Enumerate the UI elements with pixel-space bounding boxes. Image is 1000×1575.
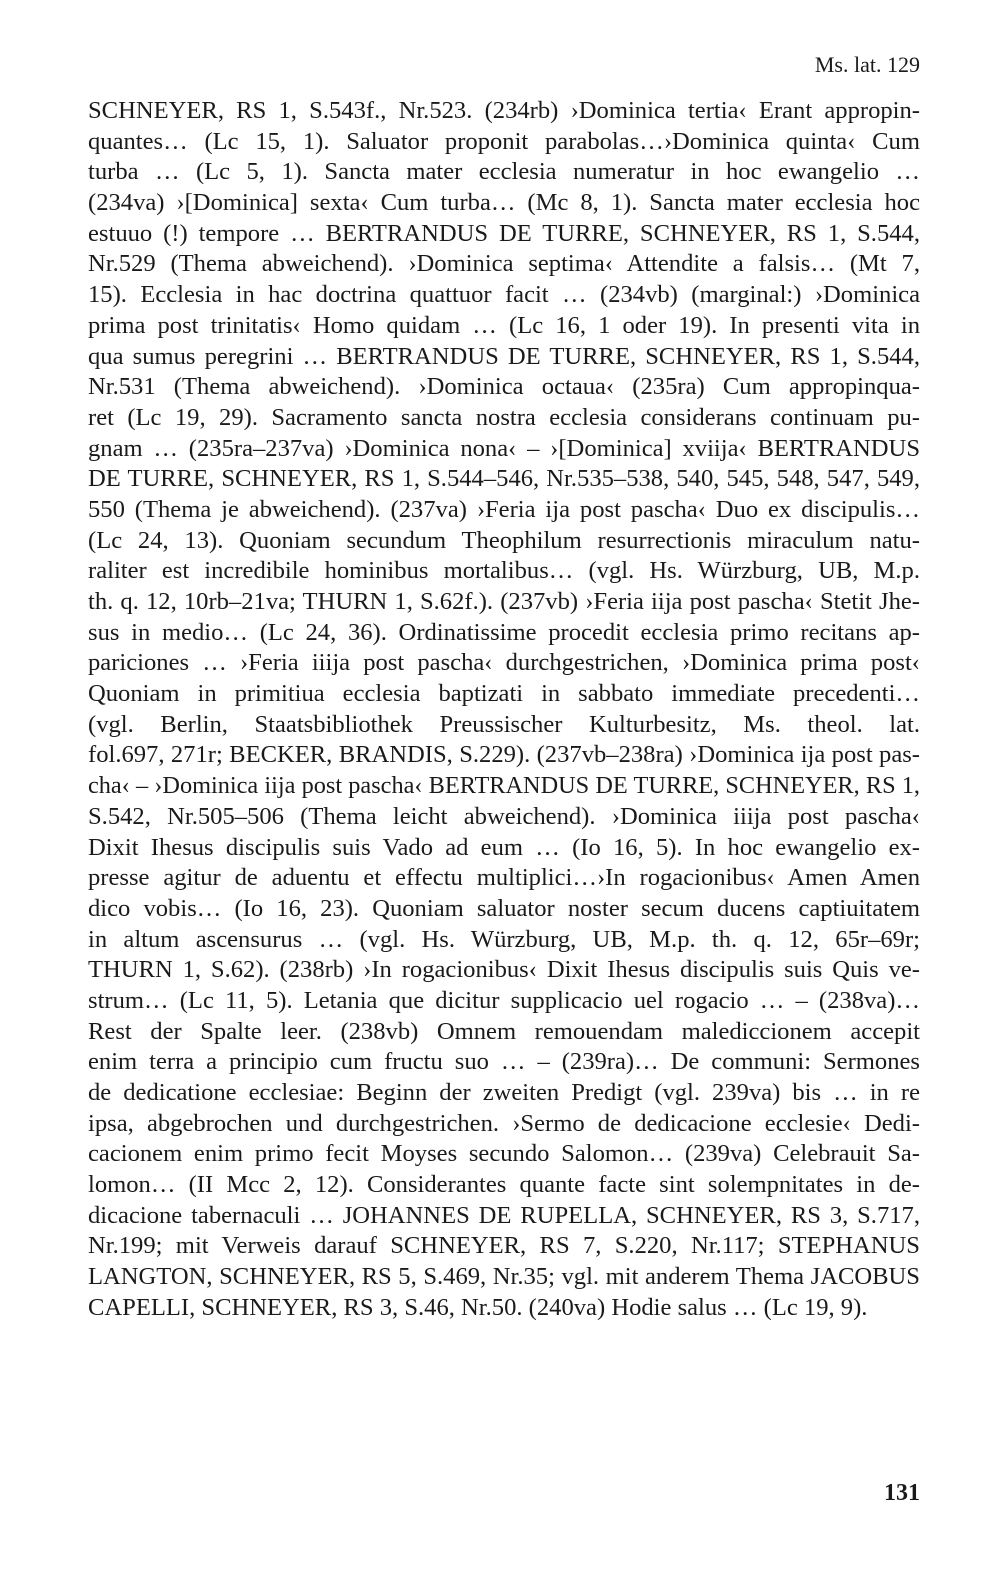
text-line: in altum ascensurus … (vgl. Hs. Würzburg, UB, M.p. th. q. 12, 65r–69r; <box>88 925 920 953</box>
text-line: enim terra a principio cum fructu suo … – (239ra)… De communi: Sermones <box>88 1048 920 1076</box>
text-line: (vgl. Berlin, Staatsbibliothek Preussischer Kulturbesitz, Ms. theol. lat. <box>88 710 920 738</box>
body-text <box>88 96 920 1324</box>
text-line: turba … (Lc 5, 1). Sancta mater ecclesia numeratur in hoc ewangelio … <box>88 158 920 186</box>
text-line: cacionem enim primo fecit Moyses secundo Salomon… (239va) Celebrauit Sa- <box>88 1140 920 1168</box>
text-line: de dedicatione ecclesiae: Beginn der zweiten Predigt (vgl. 239va) bis … in re <box>88 1079 920 1106</box>
text-line: (234va) ›[Dominica] sexta‹ Cum turba… (Mc 8, 1). Sancta mater ecclesia hoc <box>88 189 920 217</box>
text-line: gnam … (235ra–237va) ›Dominica nona‹ – ›[Dominica] xviija‹ BERTRANDUS <box>88 434 920 462</box>
text-line: presse agitur de aduentu et effectu multiplici…›In rogacionibus‹ Amen Amen <box>88 864 920 892</box>
text-line: dico vobis… (Io 16, 23). Quoniam saluator noster secum ducens captiuitatem <box>88 894 920 922</box>
text-line: cha‹ – ›Dominica iija post pascha‹ BERTRANDUS DE TURRE, SCHNEYER, RS 1, <box>88 772 920 800</box>
text-line: Quoniam in primitiua ecclesia baptizati in sabbato immediate precedenti… <box>88 680 920 708</box>
text-line: Nr.531 (Thema abweichend). ›Dominica octaua‹ (235ra) Cum appropinqua- <box>88 373 920 401</box>
text-line: S.542, Nr.505–506 (Thema leicht abweichend). ›Dominica iiija post pascha‹ <box>88 802 920 830</box>
running-head: Ms. lat. 129 <box>814 52 920 77</box>
text-line: 15). Ecclesia in hac doctrina quattuor facit … (234vb) (marginal:) ›Dominica <box>88 281 920 309</box>
text-line: sus in medio… (Lc 24, 36). Ordinatissime procedit ecclesia primo recitans ap- <box>88 618 920 646</box>
text-line: Nr.529 (Thema abweichend). ›Dominica septima‹ Attendite a falsis… (Mt 7, <box>88 250 920 278</box>
text-line: ret (Lc 19, 29). Sacramento sancta nostra ecclesia considerans continuam pu- <box>88 403 920 431</box>
text-line: pariciones … ›Feria iiija post pascha‹ durchgestrichen, ›Dominica prima post‹ <box>88 649 920 677</box>
text-line: fol.697, 271r; BECKER, BRANDIS, S.229). (237vb–238ra) ›Dominica ija post pas- <box>88 741 920 769</box>
text-line: SCHNEYER, RS 1, S.543f., Nr.523. (234rb) ›Dominica tertia‹ Erant appropin- <box>88 97 920 124</box>
text-line: (Lc 24, 13). Quoniam secundum Theophilum resurrectionis miraculum natu- <box>88 526 920 554</box>
text-line: Dixit Ihesus discipulis suis Vado ad eum … (Io 16, 5). In hoc ewangelio ex- <box>88 833 920 861</box>
text-line: estuuo (!) tempore … BERTRANDUS DE TURRE, SCHNEYER, RS 1, S.544, <box>88 219 920 247</box>
text-line: strum… (Lc 11, 5). Letania que dicitur supplicacio uel rogacio … – (238va)… <box>88 986 920 1014</box>
text-line: th. q. 12, 10rb–21va; THURN 1, S.62f.). (237vb) ›Feria iija post pascha‹ Stetit Jhe- <box>88 588 920 615</box>
text-line: quantes… (Lc 15, 1). Saluator proponit parabolas…›Dominica quinta‹ Cum <box>88 127 920 155</box>
text-line: CAPELLI, SCHNEYER, RS 3, S.46, Nr.50. (240va) Hodie salus … (Lc 19, 9). <box>88 1293 868 1321</box>
text-line: 550 (Thema je abweichend). (237va) ›Feria ija post pascha‹ Duo ex discipulis… <box>88 495 920 523</box>
text-line: THURN 1, S.62). (238rb) ›In rogacionibus‹ Dixit Ihesus discipulis suis Quis ve- <box>88 956 920 984</box>
text-line: Nr.199; mit Verweis darauf SCHNEYER, RS 7, S.220, Nr.117; STEPHANUS <box>88 1232 920 1260</box>
text-line: prima post trinitatis‹ Homo quidam … (Lc 16, 1 oder 19). In presenti vita in <box>88 311 920 339</box>
text-line: qua sumus peregrini … BERTRANDUS DE TURRE, SCHNEYER, RS 1, S.544, <box>88 342 920 370</box>
text-line: Rest der Spalte leer. (238vb) Omnem remouendam malediccionem accepit <box>88 1017 920 1045</box>
text-line: LANGTON, SCHNEYER, RS 5, S.469, Nr.35; vgl. mit anderem Thema JACOBUS <box>88 1263 920 1291</box>
text-line: lomon… (II Mcc 2, 12). Considerantes quante facte sint solempnitates in de- <box>88 1171 920 1199</box>
text-line: raliter est incredibile hominibus mortalibus… (vgl. Hs. Würzburg, UB, M.p. <box>88 557 920 585</box>
page-number: 131 <box>884 1480 920 1506</box>
text-line: DE TURRE, SCHNEYER, RS 1, S.544–546, Nr.535–538, 540, 545, 548, 547, 549, <box>88 465 920 493</box>
text-line: ipsa, abgebrochen und durchgestrichen. ›Sermo de dedicacione ecclesie‹ Dedi- <box>88 1109 920 1137</box>
text-line: dicacione tabernaculi … JOHANNES DE RUPELLA, SCHNEYER, RS 3, S.717, <box>88 1201 920 1229</box>
